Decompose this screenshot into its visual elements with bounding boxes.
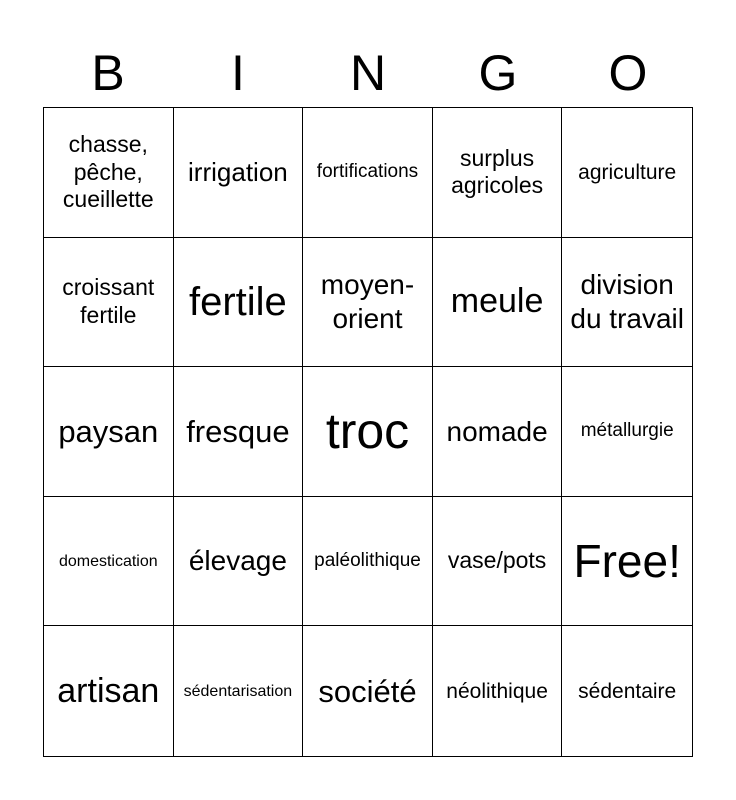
bingo-cell-r3c2[interactable] <box>174 367 304 497</box>
cell-label: croissant fertile <box>62 274 155 328</box>
cell-label: chasse, pêche, cueillette <box>62 130 154 213</box>
bingo-board <box>43 107 693 757</box>
cell-label: agriculture <box>578 160 677 184</box>
bingo-cell-r4c2[interactable] <box>174 497 304 627</box>
cell-label: fresque <box>186 413 290 449</box>
bingo-cell-r4c5[interactable] <box>562 497 692 627</box>
cell-label: irrigation <box>188 156 288 187</box>
cell-label: nomade <box>446 415 548 447</box>
bingo-cell-r1c4[interactable] <box>433 108 563 238</box>
bingo-cell-r5c2[interactable] <box>174 626 304 756</box>
cell-label: surplus agricoles <box>451 144 544 199</box>
bingo-cell-r5c4[interactable] <box>433 626 563 756</box>
bingo-cell-r1c1[interactable] <box>44 108 174 238</box>
bingo-cell-r5c3[interactable] <box>303 626 433 756</box>
bingo-cell-r3c4[interactable] <box>433 367 563 497</box>
cell-label: vase/pots <box>447 547 547 574</box>
cell-label: néolithique <box>446 679 548 703</box>
header-letter-i: I <box>231 45 245 101</box>
cell-label: fertile <box>188 279 287 324</box>
bingo-cell-r3c5[interactable] <box>562 367 692 497</box>
cell-label: artisan <box>57 671 160 710</box>
bingo-cell-r2c2[interactable] <box>174 238 304 368</box>
header-letter-n: N <box>349 45 387 101</box>
bingo-cell-r4c4[interactable] <box>433 497 563 627</box>
free-space-label: Free! <box>573 534 681 587</box>
bingo-cell-r3c3[interactable] <box>303 367 433 497</box>
bingo-cell-r2c1[interactable] <box>44 238 174 368</box>
bingo-cell-r5c1[interactable] <box>44 626 174 756</box>
cell-label: paléolithique <box>314 549 421 571</box>
cell-label: troc <box>325 403 410 460</box>
cell-label: sédentaire <box>578 679 677 703</box>
header-letter-o: O <box>608 45 648 101</box>
cell-label: élevage <box>188 545 287 577</box>
cell-label: sédentarisation <box>183 682 293 700</box>
header-letter-g: G <box>478 45 518 101</box>
bingo-cell-r5c5[interactable] <box>562 626 692 756</box>
bingo-cell-r4c1[interactable] <box>44 497 174 627</box>
cell-label: société <box>318 673 417 709</box>
cell-label: métallurgie <box>580 420 674 442</box>
bingo-cell-r2c4[interactable] <box>433 238 563 368</box>
cell-label: domestication <box>58 552 158 570</box>
cell-label: fortifications <box>316 160 419 182</box>
bingo-cell-r1c5[interactable] <box>562 108 692 238</box>
bingo-cell-r2c5[interactable] <box>562 238 692 368</box>
bingo-cell-r1c2[interactable] <box>174 108 304 238</box>
bingo-header <box>43 42 693 104</box>
cell-label: moyen-orient <box>320 269 415 334</box>
bingo-cell-r3c1[interactable] <box>44 367 174 497</box>
cell-label: division du travail <box>570 269 684 334</box>
header-letter-b: B <box>91 45 125 101</box>
cell-label: meule <box>450 282 544 321</box>
bingo-cell-r2c3[interactable] <box>303 238 433 368</box>
cell-label: paysan <box>58 413 159 449</box>
bingo-cell-r4c3[interactable] <box>303 497 433 627</box>
bingo-cell-r1c3[interactable] <box>303 108 433 238</box>
